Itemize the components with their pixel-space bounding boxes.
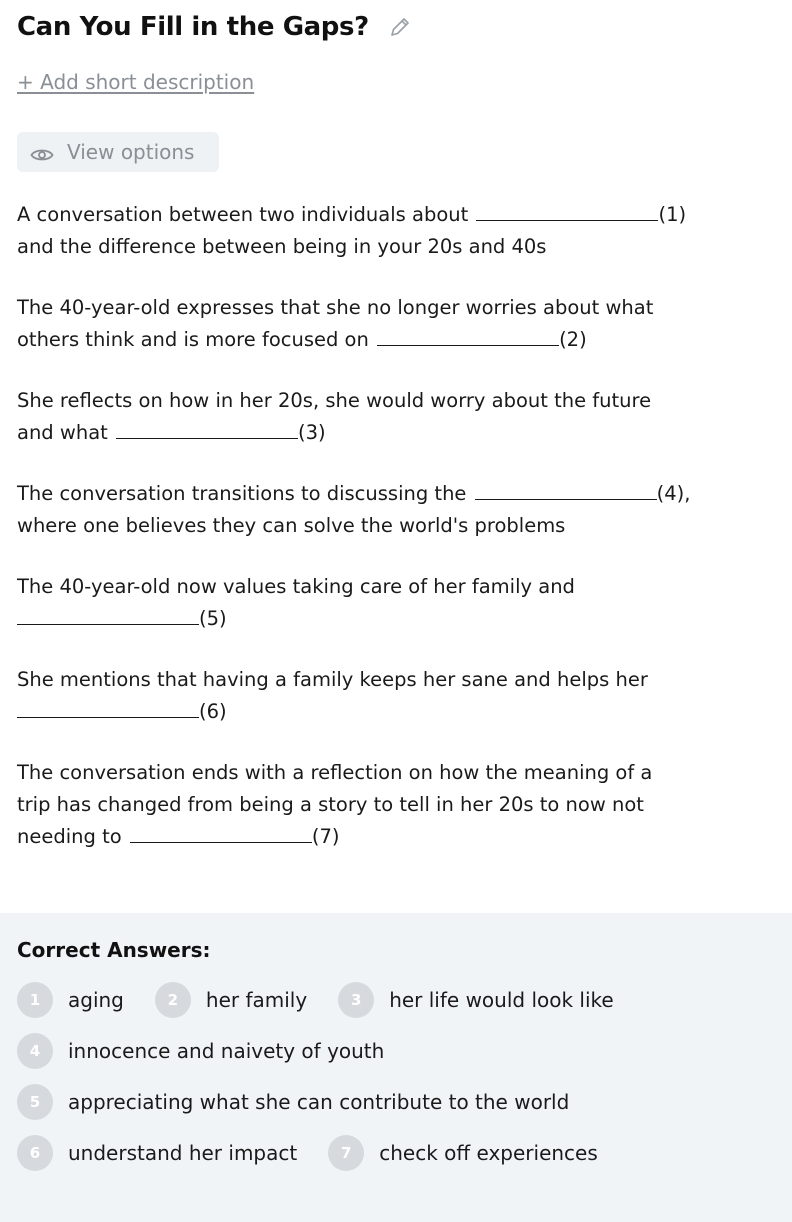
answer-item	[17, 1084, 569, 1120]
gap-blank-1[interactable]	[476, 200, 658, 221]
page-title[interactable]: Can You Fill in the Gaps?	[17, 12, 369, 42]
question-1: A conversation between two individuals about (1) and the difference between being in your 20s and 40s	[17, 199, 777, 263]
answer-item	[328, 1135, 598, 1171]
answers-row-3	[17, 1084, 600, 1120]
answer-number-badge: 3	[338, 982, 374, 1018]
question-6: She mentions that having a family keeps her sane and helps her (6)	[17, 668, 648, 723]
answer-item	[17, 982, 124, 1018]
question-2: The 40-year-old expresses that she no longer worries about what others think and is more focused on (2)	[17, 296, 654, 351]
answer-text: understand her impact	[68, 1141, 298, 1165]
answer-text: aging	[68, 988, 124, 1012]
question-7: The conversation ends with a reflection on how the meaning of a trip has changed from being a story to tell in her 20s to now not needing to (7)	[17, 761, 653, 848]
question-4: The conversation transitions to discussing the (4), where one believes they can solve the world's problems	[17, 478, 777, 542]
answer-item	[17, 1033, 384, 1069]
answers-row-4	[17, 1135, 629, 1171]
gap-blank-5[interactable]	[17, 604, 199, 625]
answer-text: appreciating what she can contribute to the world	[68, 1090, 570, 1114]
question-3: She reflects on how in her 20s, she would worry about the future and what (3)	[17, 389, 652, 444]
answer-item	[338, 982, 614, 1018]
view-options-label: View options	[67, 140, 195, 164]
gap-blank-7[interactable]	[130, 822, 312, 843]
answer-item	[155, 982, 307, 1018]
answer-item	[17, 1135, 297, 1171]
answer-text: innocence and naivety of youth	[68, 1039, 385, 1063]
answers-title: Correct Answers:	[17, 938, 211, 962]
question-5: The 40-year-old now values taking care of her family and (5)	[17, 575, 575, 630]
answer-number-badge: 1	[17, 982, 53, 1018]
answer-number-badge: 4	[17, 1033, 53, 1069]
answer-number-badge: 5	[17, 1084, 53, 1120]
title-row	[17, 12, 411, 42]
question-list	[17, 199, 777, 882]
view-options-button[interactable]	[17, 132, 219, 172]
answer-number-badge: 6	[17, 1135, 53, 1171]
pencil-icon[interactable]	[389, 16, 411, 38]
answer-text: her family	[205, 988, 308, 1012]
answer-text: check off experiences	[379, 1141, 598, 1165]
gap-blank-3[interactable]	[116, 418, 298, 439]
gap-blank-4[interactable]	[475, 479, 657, 500]
answers-row-2	[17, 1033, 415, 1069]
add-description-link[interactable]: + Add short description	[17, 70, 255, 94]
eye-icon	[30, 144, 54, 160]
answers-row-1	[17, 982, 645, 1018]
answer-text: her life would look like	[389, 988, 614, 1012]
gap-blank-6[interactable]	[17, 697, 199, 718]
gap-blank-2[interactable]	[377, 325, 559, 346]
answer-number-badge: 7	[328, 1135, 364, 1171]
answer-number-badge: 2	[155, 982, 191, 1018]
